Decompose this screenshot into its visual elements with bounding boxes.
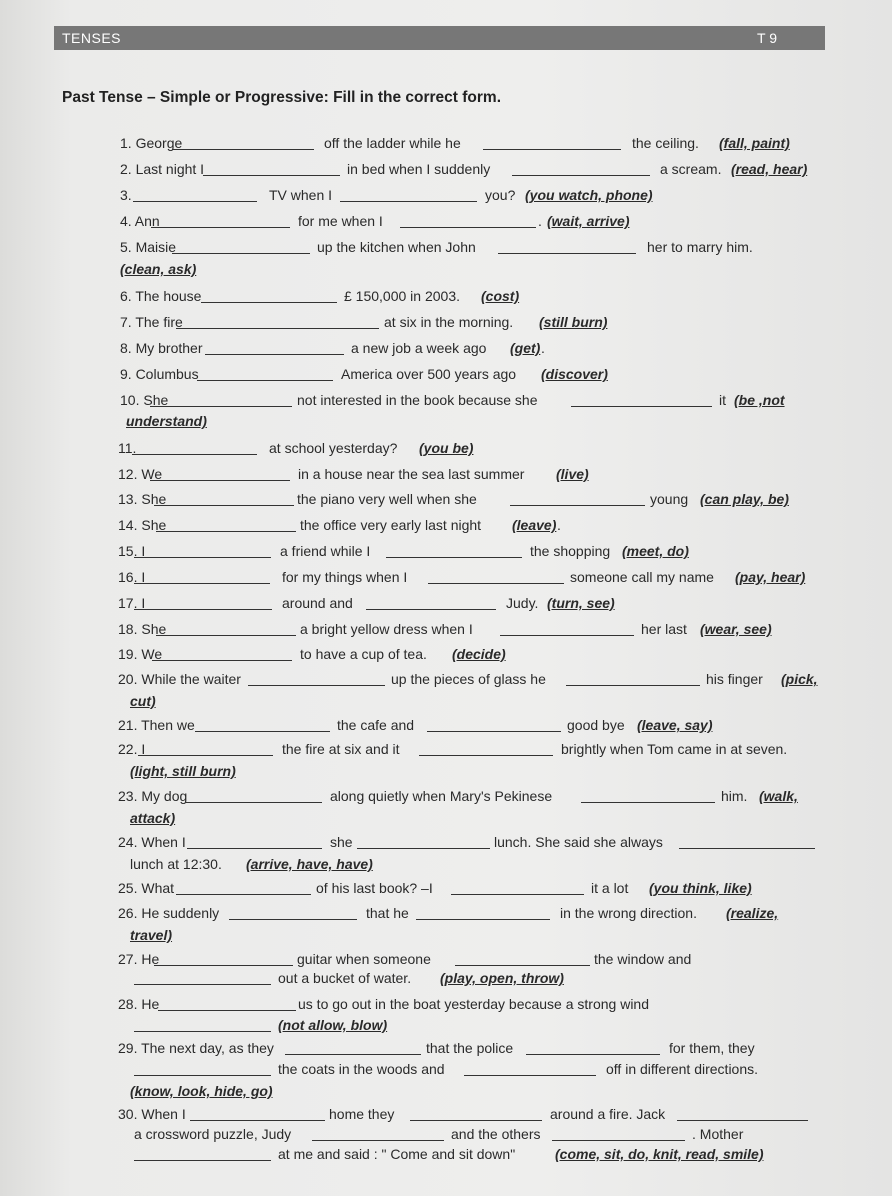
answer-blank[interactable] [357,834,490,849]
sentence-text: off the ladder while he [324,135,461,151]
sentence-text: . Mother [692,1126,744,1142]
verb-hint: attack) [130,810,176,826]
sentence-text: 17. I [118,595,146,611]
sentence-text: a scream. [660,161,722,177]
sentence-text: 9. Columbus [120,366,199,382]
answer-blank[interactable] [526,1040,660,1055]
sentence-text: out a bucket of water. [278,970,412,986]
answer-blank[interactable] [195,717,330,732]
sentence-text: in bed when I suddenly [347,161,491,177]
answer-blank[interactable] [340,187,477,202]
sentence-text: up the kitchen when John [317,239,476,255]
sentence-text: the window and [594,951,692,967]
sentence-text: at me and said : " Come and sit down" [278,1146,516,1162]
sentence-text: lunch. She said she always [494,834,663,850]
sentence-text: she [330,834,353,850]
verb-hint: (decide) [452,646,506,662]
answer-blank[interactable] [154,491,294,506]
verb-hint: cut) [130,693,156,709]
sentence-text: 13. She [118,491,167,507]
sentence-text: 27. He [118,951,160,967]
sentence-text: a friend while I [280,543,371,559]
answer-blank[interactable] [187,834,322,849]
answer-blank[interactable] [455,951,590,966]
answer-blank[interactable] [510,491,645,506]
sentence-text: . [541,340,545,356]
sentence-text: at six in the morning. [384,314,514,330]
answer-blank[interactable] [150,466,290,481]
answer-blank[interactable] [134,1146,271,1161]
sentence-text: 1. George [120,135,183,151]
sentence-text: someone call my name [570,569,714,585]
sentence-text: 11. [118,440,137,456]
sentence-text: a new job a week ago [351,340,487,356]
sentence-text: TV when I [269,187,333,203]
answer-blank[interactable] [464,1061,596,1076]
answer-blank[interactable] [419,741,553,756]
sentence-text: young [650,491,689,507]
worksheet-code: T 9 [757,30,777,46]
verb-hint: (still burn) [539,314,608,330]
sentence-text: lunch at 12:30. [130,856,222,872]
verb-hint: (realize, [726,905,779,921]
answer-blank[interactable] [176,314,379,329]
answer-blank[interactable] [190,1106,325,1121]
verb-hint: (turn, see) [547,595,615,611]
sentence-text: 15. I [118,543,146,559]
sentence-text: 12. We [118,466,163,482]
answer-blank[interactable] [677,1106,808,1121]
sentence-text: it a lot [591,880,629,896]
verb-hint: (can play, be) [700,491,789,507]
answer-blank[interactable] [248,671,385,686]
sentence-text: the ceiling. [632,135,699,151]
sentence-text: the office very early last night [300,517,482,533]
verb-hint: (pick, [781,671,818,687]
sentence-text: America over 500 years ago [341,366,517,382]
sentence-text: . [538,213,542,229]
verb-hint: (know, look, hide, go) [130,1083,273,1099]
sentence-text: not interested in the book because she [297,392,538,408]
sentence-text: 23. My dog [118,788,188,804]
answer-blank[interactable] [133,187,257,202]
sentence-text: 22. I [118,741,146,757]
answer-blank[interactable] [498,239,636,254]
answer-blank[interactable] [512,161,650,176]
sentence-text: 6. The house [120,288,202,304]
sentence-text: off in different directions. [606,1061,759,1077]
answer-blank[interactable] [229,905,357,920]
answer-blank[interactable] [158,996,296,1011]
sentence-text: a crossword puzzle, Judy [134,1126,292,1142]
sentence-text: Judy. [506,595,539,611]
answer-blank[interactable] [400,213,536,228]
sentence-text: 25. What [118,880,175,896]
verb-hint: (walk, [759,788,798,804]
answer-blank[interactable] [176,880,311,895]
sentence-text: in a house near the sea last summer [298,466,525,482]
sentence-text: of his last book? –I [316,880,433,896]
sentence-text: you? [485,187,516,203]
answer-blank[interactable] [150,392,292,407]
sentence-text: his finger [706,671,763,687]
verb-hint: (be ,not [734,392,785,408]
verb-hint: (live) [556,466,589,482]
verb-hint: (get) [510,340,541,356]
verb-hint: (you be) [419,440,474,456]
verb-hint: (arrive, have, have) [246,856,373,872]
answer-blank[interactable] [679,834,815,849]
answer-blank[interactable] [428,569,564,584]
answer-blank[interactable] [152,646,292,661]
verb-hint: (wait, arrive) [547,213,630,229]
sentence-text: 3. [120,187,132,203]
sentence-text: 20. While the waiter [118,671,241,687]
sentence-text: 14. She [118,517,167,533]
answer-blank[interactable] [172,135,314,150]
sentence-text: 24. When I [118,834,186,850]
answer-blank[interactable] [134,1061,271,1076]
sentence-text: up the pieces of glass he [391,671,546,687]
verb-hint: (not allow, blow) [278,1017,388,1033]
answer-blank[interactable] [203,161,340,176]
sentence-text: 30. When I [118,1106,186,1122]
answer-blank[interactable] [566,671,700,686]
verb-hint: (pay, hear) [735,569,806,585]
answer-blank[interactable] [552,1126,685,1141]
verb-hint: (you watch, phone) [525,187,653,203]
sentence-text: her last [641,621,687,637]
verb-hint: understand) [126,413,207,429]
verb-hint: (cost) [481,288,520,304]
answer-blank[interactable] [416,905,550,920]
verb-hint: (leave, say) [637,717,713,733]
sentence-text: us to go out in the boat yesterday because a strong wind [298,996,650,1012]
sentence-text: 5. Maisie [120,239,177,255]
sentence-text: 21. Then we [118,717,195,733]
sentence-text: for them, they [669,1040,755,1056]
answer-blank[interactable] [151,213,290,228]
verb-hint: (come, sit, do, knit, read, smile) [555,1146,764,1162]
sentence-text: and the others [451,1126,541,1142]
answer-blank[interactable] [581,788,715,803]
verb-hint: (discover) [541,366,608,382]
sentence-text: at school yesterday? [269,440,398,456]
verb-hint: travel) [130,927,173,943]
sentence-text: guitar when someone [297,951,431,967]
sentence-text: the piano very well when she [297,491,477,507]
answer-blank[interactable] [483,135,621,150]
verb-hint: (fall, paint) [719,135,790,151]
answer-blank[interactable] [132,440,257,455]
sentence-text: along quietly when Mary's Pekinese [330,788,553,804]
answer-blank[interactable] [154,951,293,966]
sentence-text: her to marry him. [647,239,753,255]
answer-blank[interactable] [134,1017,271,1032]
sentence-text: around and [282,595,353,611]
answer-blank[interactable] [134,569,270,584]
answer-blank[interactable] [201,288,337,303]
verb-hint: (read, hear) [731,161,808,177]
answer-blank[interactable] [134,595,272,610]
sentence-text: a bright yellow dress when I [300,621,473,637]
answer-blank[interactable] [427,717,561,732]
sentence-text: 19. We [118,646,163,662]
sentence-text: 28. He [118,996,160,1012]
sentence-text: 7. The fire [120,314,183,330]
sentence-text: good bye [567,717,625,733]
header-bar [54,26,825,50]
sentence-text: 16. I [118,569,146,585]
sentence-text: for me when I [298,213,383,229]
sentence-text: in the wrong direction. [560,905,697,921]
sentence-text: brightly when Tom came in at seven. [561,741,788,757]
verb-hint: (wear, see) [700,621,772,637]
answer-blank[interactable] [156,517,296,532]
sentence-text: the shopping [530,543,611,559]
sentence-text: 29. The next day, as they [118,1040,274,1056]
answer-blank[interactable] [366,595,496,610]
sentence-text: the coats in the woods and [278,1061,445,1077]
exercise-title: Past Tense – Simple or Progressive: Fill in the correct form. [62,89,502,106]
answer-blank[interactable] [312,1126,444,1141]
answer-blank[interactable] [138,741,273,756]
sentence-text: that the police [426,1040,514,1056]
verb-hint: (you think, like) [649,880,752,896]
answer-blank[interactable] [197,366,333,381]
answer-blank[interactable] [410,1106,542,1121]
sentence-text: 26. He suddenly [118,905,220,921]
answer-blank[interactable] [134,970,271,985]
sentence-text: it [719,392,726,408]
answer-blank[interactable] [285,1040,421,1055]
sentence-text: 10. She [120,392,169,408]
worksheet-topic: TENSES [62,30,122,46]
verb-hint: (light, still burn) [130,763,236,779]
sentence-text: that he [366,905,409,921]
sentence-text: . [557,517,561,533]
verb-hint: (play, open, throw) [440,970,564,986]
sentence-text: 8. My brother [120,340,203,356]
sentence-text: the fire at six and it [282,741,400,757]
answer-blank[interactable] [172,239,310,254]
answer-blank[interactable] [451,880,584,895]
answer-blank[interactable] [500,621,634,636]
answer-blank[interactable] [205,340,344,355]
sentence-text: home they [329,1106,395,1122]
answer-blank[interactable] [156,621,296,636]
sentence-text: £ 150,000 in 2003. [344,288,460,304]
answer-blank[interactable] [571,392,712,407]
answer-blank[interactable] [386,543,522,558]
sentence-text: him. [721,788,748,804]
sentence-text: for my things when I [282,569,408,585]
sentence-text: the cafe and [337,717,415,733]
sentence-text: to have a cup of tea. [300,646,427,662]
verb-hint: (meet, do) [622,543,689,559]
answer-blank[interactable] [186,788,322,803]
sentence-text: 4. Ann [120,213,160,229]
sentence-text: around a fire. Jack [550,1106,666,1122]
verb-hint: (clean, ask) [120,261,197,277]
answer-blank[interactable] [134,543,271,558]
sentence-text: 2. Last night I [120,161,205,177]
sentence-text: 18. She [118,621,167,637]
verb-hint: (leave) [512,517,557,533]
